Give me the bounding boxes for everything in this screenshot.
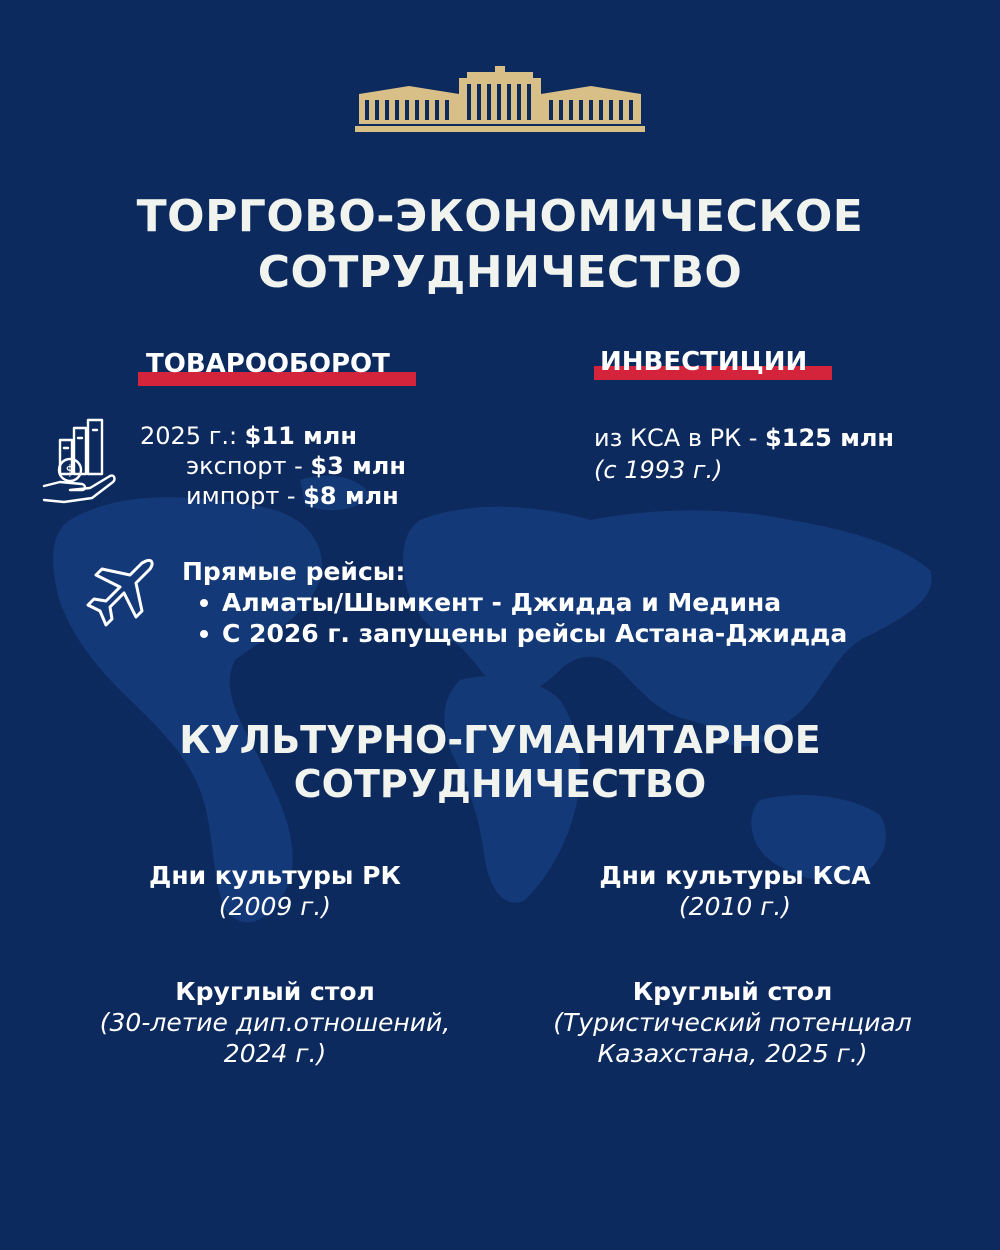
flights-item: Алматы/Шымкент - Джидда и Медина [198, 587, 847, 618]
culture-cell-sub: (2010 г.) [678, 892, 792, 921]
flights-list [198, 587, 847, 649]
flights-title: Прямые рейсы: [182, 557, 406, 586]
trade-title-line2: СОТРУДНИЧЕСТВО [257, 247, 743, 298]
trade-title-line1: ТОРГОВО-ЭКОНОМИЧЕСКОЕ [136, 191, 864, 242]
turnover-export-value: $3 млн [310, 452, 406, 480]
turnover-export-line [186, 451, 406, 481]
culture-cell-sub: (30-летие дип.отношений, [99, 1008, 451, 1037]
culture-cell-title: Дни культуры КСА [599, 861, 871, 890]
investments-line [594, 423, 894, 453]
turnover-year-label: 2025 г.: [140, 422, 245, 450]
culture-cell-sub2: Казахстана, 2025 г.) [597, 1039, 868, 1068]
culture-cell-sub2: 2024 г.) [223, 1039, 327, 1068]
investments-heading: ИНВЕСТИЦИИ [600, 347, 808, 377]
investments-value: $125 млн [765, 424, 894, 452]
government-building-logo [355, 64, 645, 134]
turnover-heading: ТОВАРООБОРОТ [146, 349, 390, 379]
money-hand-icon [40, 418, 118, 508]
turnover-import-value: $8 млн [303, 482, 399, 510]
culture-cell-roundtable-2025 [515, 976, 950, 1069]
turnover-export-label: экспорт - [186, 452, 311, 480]
culture-cell-sub: (2009 г.) [218, 892, 332, 921]
culture-cell-ksa-days [540, 860, 930, 922]
culture-title-line1: КУЛЬТУРНО-ГУМАНИТАРНОЕ [179, 718, 821, 762]
flights-block [182, 556, 847, 649]
airplane-icon [80, 555, 158, 635]
turnover-year-line [140, 421, 357, 451]
turnover-year-value: $11 млн [244, 422, 357, 450]
culture-cell-title: Дни культуры РК [149, 861, 401, 890]
investments-since: (с 1993 г.) [594, 456, 723, 484]
turnover-import-line [186, 481, 399, 511]
culture-cell-title: Круглый стол [175, 977, 375, 1006]
turnover-import-label: импорт - [186, 482, 304, 510]
culture-title-line2: СОТРУДНИЧЕСТВО [293, 762, 707, 806]
culture-cell-sub: (Туристический потенциал [553, 1008, 912, 1037]
svg-text:$: $ [65, 463, 75, 479]
culture-cell-title: Круглый стол [632, 977, 833, 1006]
culture-cell-roundtable-2024 [60, 976, 490, 1069]
culture-cell-rk-days [80, 860, 470, 922]
flights-item: С 2026 г. запущены рейсы Астана-Джидда [198, 618, 847, 649]
investments-text: из КСА в РК - [594, 424, 766, 452]
